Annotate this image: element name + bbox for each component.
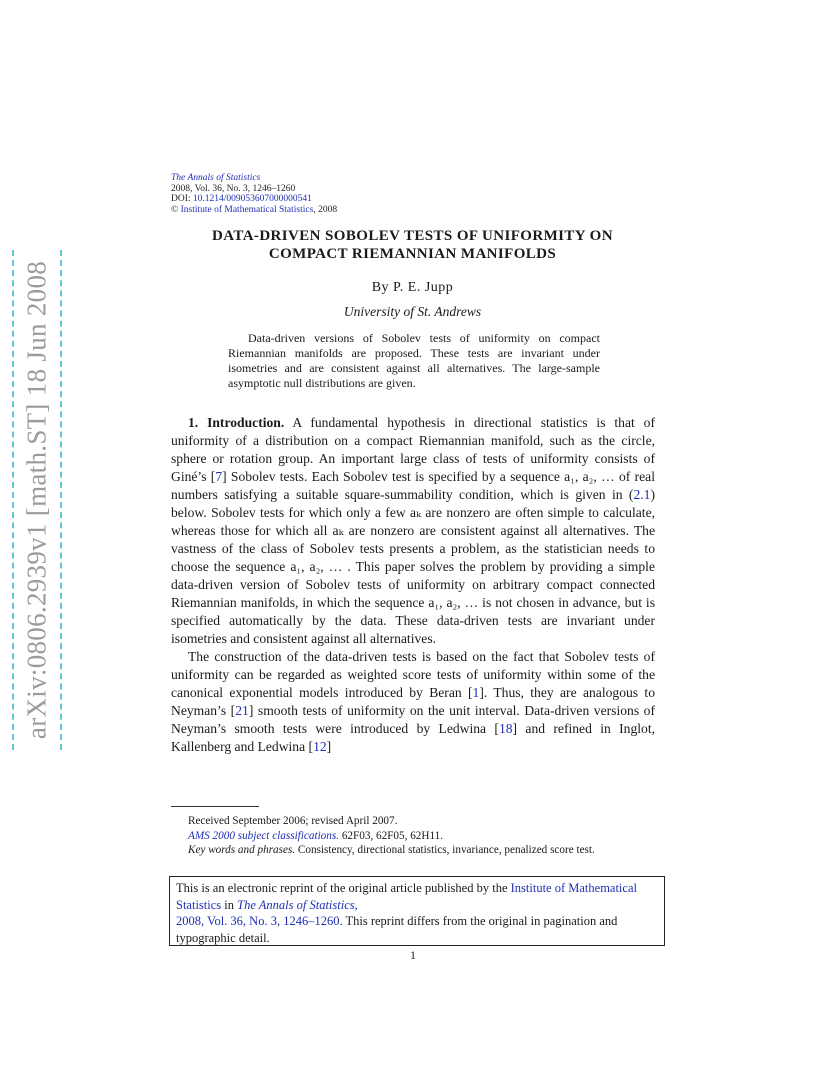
volume-link[interactable]: 2008, Vol. 36, No. 3, 1246–1260 — [176, 914, 340, 928]
footnote-rule — [171, 806, 259, 807]
author: By P. E. Jupp — [371, 280, 454, 295]
copyright-symbol: © — [171, 204, 179, 215]
journal-header — [171, 173, 337, 215]
doi-link[interactable]: 10.1214/009053607000000541 — [192, 194, 312, 204]
keywords — [171, 843, 655, 858]
arxiv-identifier: arXiv:0806.2939v1 [math.ST] 18 Jun 2008 — [21, 260, 52, 740]
citation-link[interactable]: 21 — [235, 703, 249, 718]
copyright-year: , 2008 — [313, 204, 338, 215]
volume-line: 2008, Vol. 36, No. 3, 1246–1260 — [171, 183, 296, 194]
paragraph-text: ] Sobolev tests. Each Sobolev test is specified by a sequence a₁, a₂, … of real numbers satisfying a suitable square-summability condition, which is given in ( — [171, 469, 655, 502]
citation-link[interactable]: 1 — [472, 685, 480, 700]
footnotes — [171, 814, 655, 858]
paragraph-text: ]. Thus, they are analogous to Neyman’s [ — [171, 685, 655, 718]
affiliation: University of St. Andrews — [343, 304, 482, 319]
citation-link[interactable]: 7 — [215, 469, 223, 484]
paragraph-text: ) below. Sobolev tests for which only a few aₖ are nonzero are often simple to calculate, whereas those for which all aₖ are nonzero are consistent against all alternatives. The vastness of the class of Sobolev tests presents a problem, as the statistician needs to choose the sequence a₁, a₂, … . This paper solves the problem by providing a simple data-driven version of Sobolev tests of uniformity on arbitrary compact connected Riemannian manifolds, in which the sequence a₁, a₂, … is not chosen in advance, but is specified automatically by the data. These data-driven tests are invariant under isometries and consistent against all alternatives. — [171, 487, 655, 646]
ims-link[interactable]: Institute of Mathematical Statistics — [176, 881, 637, 912]
page-number: 1 — [410, 948, 416, 962]
equation-link[interactable]: 2.1 — [633, 487, 651, 502]
reprint-text: This is an electronic reprint of the original article published by the — [176, 881, 511, 895]
paper-title — [171, 227, 654, 263]
paragraph-text: A fundamental hypothesis in directional statistics is that of uniformity of a distribution on a compact Riemannian manifold, such as the circle, sphere or rotation group. An important large class of tests of uniformity consists of Giné’s [ — [171, 415, 655, 484]
introduction-section — [171, 414, 655, 756]
reprint-notice — [169, 876, 665, 946]
reprint-text: . This reprint differs from the original in pagination and typographic detail. — [176, 914, 618, 945]
paragraph-2 — [171, 648, 655, 756]
section-heading: 1. Introduction. — [188, 415, 285, 430]
citation-link[interactable]: 12 — [313, 739, 327, 754]
paragraph-text: ] and refined in Inglot, Kallenberg and Ledwina [ — [171, 721, 656, 754]
journal-name-link[interactable]: The Annals of Statistics — [171, 173, 261, 183]
paragraph-text: The construction of the data-driven tests is based on the fact that Sobolev tests of uniformity can be regarded as weighted score tests of uniformity within some of the canonical exponential models introduced by Beran [ — [171, 649, 655, 700]
ams-classification-link[interactable]: AMS 2000 subject classifications. — [188, 829, 340, 842]
doi-label: DOI: — [171, 194, 193, 204]
paragraph-text: ] — [326, 739, 332, 754]
arxiv-stamp — [12, 250, 62, 750]
reprint-text: in — [221, 897, 238, 912]
title-line-1: DATA-DRIVEN SOBOLEV TESTS OF UNIFORMITY ON — [212, 228, 613, 244]
paragraph-1 — [171, 414, 655, 648]
paragraph-text: ] smooth tests of uniformity on the unit interval. Data-driven versions of Neyman’s smooth tests were introduced by Ledwina [ — [171, 703, 656, 736]
keywords-text: Consistency, directional statistics, invariance, penalized score test. — [295, 844, 595, 856]
citation-link[interactable]: 18 — [498, 721, 513, 736]
abstract: Data-driven versions of Sobolev tests of uniformity on compact Riemannian manifolds are proposed. These tests are invariant under isometries and are consistent against all alternatives. The large-sample asymptotic null distributions are given. — [228, 331, 600, 390]
keywords-label: Key words and phrases. — [188, 844, 296, 856]
ams-classification — [171, 829, 655, 844]
ams-codes: 62F03, 62F05, 62H11. — [339, 829, 444, 842]
reprint-comma: , — [354, 897, 358, 912]
journal-link[interactable]: The Annals of Statistics — [237, 897, 355, 912]
title-line-2: COMPACT RIEMANNIAN MANIFOLDS — [268, 246, 557, 262]
ims-copyright-link[interactable]: Institute of Mathematical Statistics — [180, 204, 314, 215]
received-dates: Received September 2006; revised April 2007. — [188, 815, 398, 827]
